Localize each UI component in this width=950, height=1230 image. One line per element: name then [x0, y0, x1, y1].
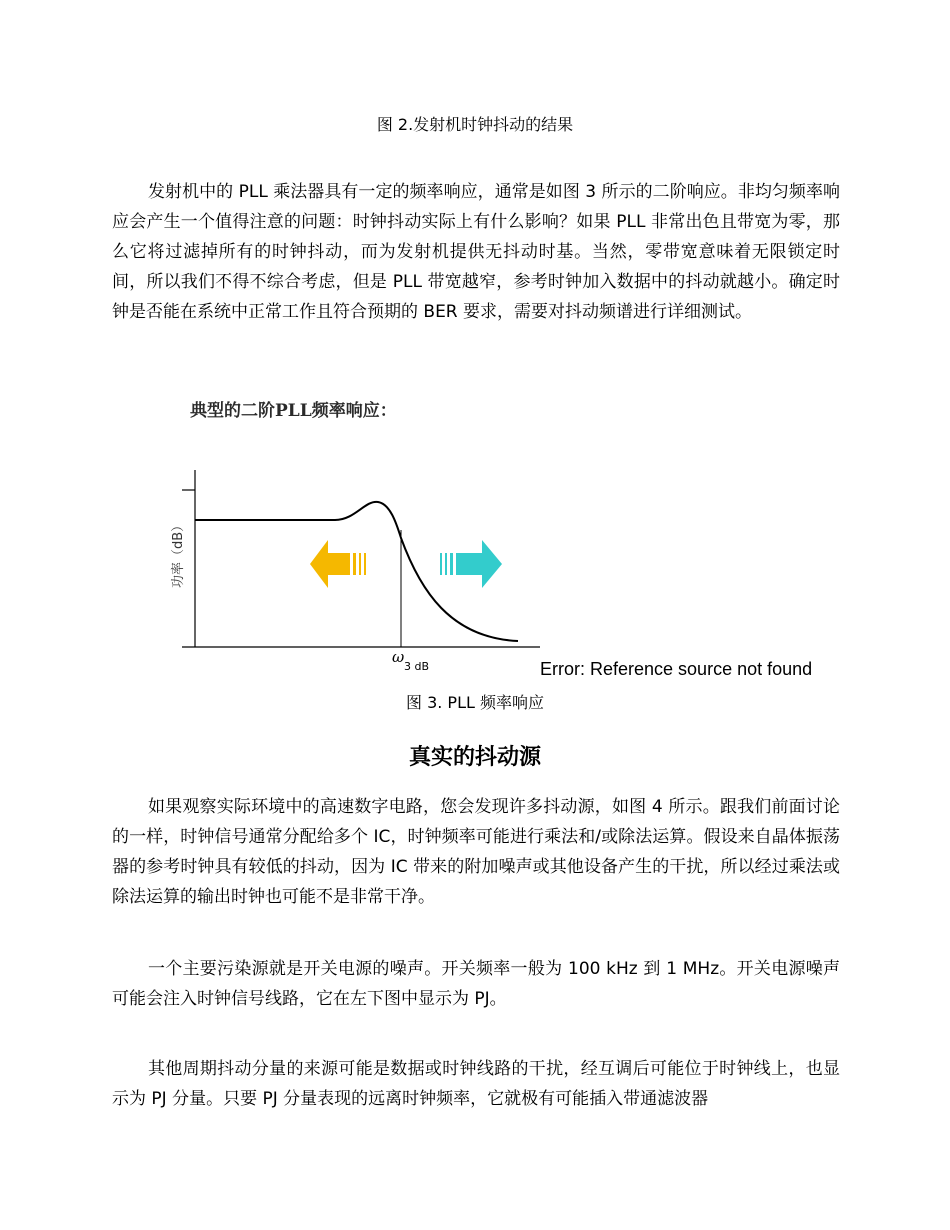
paragraph-pll-response: 发射机中的 PLL 乘法器具有一定的频率响应，通常是如图 3 所示的二阶响应。非均匀频率响应会产生一个值得注意的问题：时钟抖动实际上有什么影响？如果 PLL 非常出色且带宽为零，那么它将过滤掉所有的时钟抖动，而为发射机提供无抖动时基。当然，零带宽意味着无限锁定时间，所以我们不得不综合考虑，但是 PLL 带宽越窄，参考时钟加入数据中的抖动就越小。确定时钟是否能在系统中正常工作且符合预期的 BER 要求，需要对抖动频谱进行详细测试。 [112, 182, 840, 322]
pll-frequency-response-chart [160, 460, 540, 675]
arrow-right-icon [440, 540, 502, 588]
figure-3-caption: 图 3. PLL 频率响应 [405, 693, 544, 712]
x-axis-label-omega: ω [392, 648, 405, 666]
paragraph-periodic-jitter: 其他周期抖动分量的来源可能是数据或时钟线路的干扰，经互调后可能位于时钟线上，也显示为 PJ 分量。只要 PJ 分量表现的远离时钟频率，它就极有可能插入带通滤波器 [112, 1059, 840, 1109]
error-reference-text: Error: Reference source not found [540, 659, 813, 679]
y-axis-label: 功率（dB） [171, 518, 186, 588]
figure-3-title: 典型的二阶PLL频率响应： [190, 401, 397, 421]
section-heading: 真实的抖动源 [408, 745, 541, 770]
figure-2-caption: 图 2.发射机时钟抖动的结果 [376, 115, 574, 134]
x-axis-label-subscript: 3 dB [404, 660, 430, 673]
arrow-left-icon [310, 540, 366, 588]
paragraph-switching-noise: 一个主要污染源就是开关电源的噪声。开关频率一般为 100 kHz 到 1 MHz。开关电源噪声可能会注入时钟信号线路，它在左下图中显示为 PJ。 [112, 959, 840, 1009]
paragraph-jitter-sources: 如果观察实际环境中的高速数字电路，您会发现许多抖动源，如图 4 所示。跟我们前面讨论的一样，时钟信号通常分配给多个 IC，时钟频率可能进行乘法和/或除法运算。假设来自晶体振荡器的参考时钟具有较低的抖动，因为 IC 带来的附加噪声或其他设备产生的干扰，所以经过乘法或除法运算的输出时钟也可能不是非常干净。 [112, 797, 840, 907]
